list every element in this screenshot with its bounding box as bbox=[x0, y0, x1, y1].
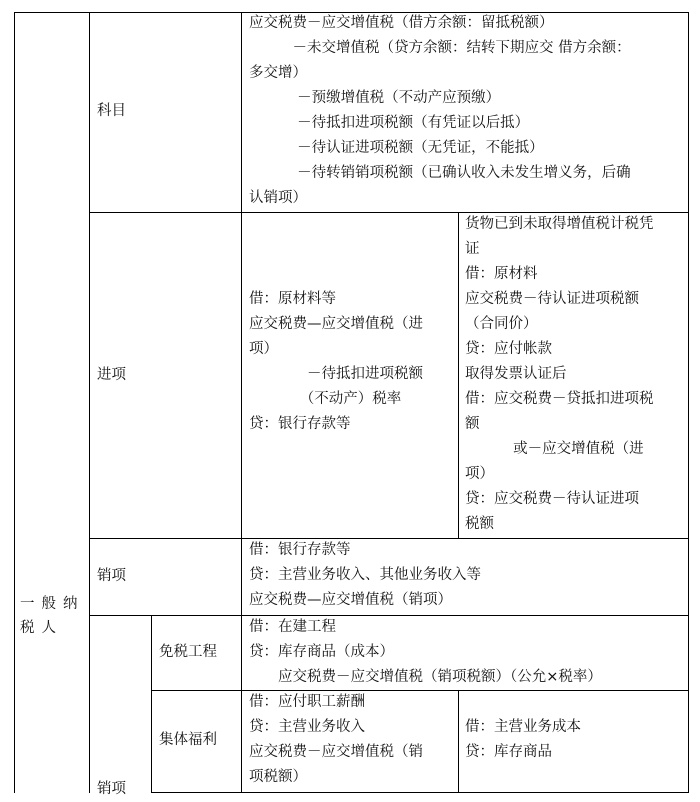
output-label: 销项 bbox=[97, 568, 126, 584]
input-right-line: 项） bbox=[465, 466, 494, 482]
tax-exempt-line: 贷：库存商品（成本） bbox=[249, 644, 394, 660]
input-left-content bbox=[249, 287, 423, 437]
input-right-line: 应交税费－待认证进项税额 bbox=[465, 291, 639, 307]
tax-exempt-content bbox=[249, 615, 602, 690]
welfare-right-content bbox=[465, 715, 581, 765]
table-border-left bbox=[14, 12, 15, 793]
output-line: 应交税费—应交增值税（销项） bbox=[249, 592, 452, 608]
input-right-line: 借：应交税费－贷抵扣进项税 bbox=[465, 391, 654, 407]
input-right-line: 取得发票认证后 bbox=[465, 366, 567, 382]
col-divider-input bbox=[458, 212, 459, 538]
input-right-line: 证 bbox=[465, 241, 480, 257]
taxpayer-label: 一般纳税人 bbox=[20, 596, 85, 636]
subjects-line: －待抵扣进项税额（有凭证以后抵） bbox=[249, 115, 530, 131]
input-left-line: （不动产）税率 bbox=[249, 391, 402, 407]
input-right-line: 额 bbox=[465, 416, 480, 432]
subjects-line: －待转销销项税额（已确认收入未发生增义务，后确 bbox=[249, 165, 631, 181]
input-right-line: 贷：应付帐款 bbox=[465, 341, 552, 357]
welfare-label: 集体福利 bbox=[159, 732, 217, 748]
input-left-line: 贷：银行存款等 bbox=[249, 416, 351, 432]
input-right-line: 贷：应交税费－待认证进项 bbox=[465, 491, 639, 507]
output-line: 借：银行存款等 bbox=[249, 542, 351, 558]
welfare-left-line: 贷：主营业务收入 bbox=[249, 719, 365, 735]
input-right-line: 或－应交增值税（进 bbox=[465, 441, 644, 457]
subjects-line: －未交增值税（贷方余额：结转下期应交 借方余额： bbox=[249, 40, 631, 56]
input-left-line: 项） bbox=[249, 341, 278, 357]
subjects-line: －待认证进项税额（无凭证，不能抵） bbox=[249, 140, 544, 156]
input-right-line: 税额 bbox=[465, 516, 494, 532]
welfare-right-line: 贷：库存商品 bbox=[465, 744, 552, 760]
col-divider-sublabel bbox=[241, 615, 242, 793]
table-border-right bbox=[688, 12, 689, 793]
input-right-line: 货物已到未取得增值税计税凭 bbox=[465, 216, 654, 232]
subjects-line: 多交增） bbox=[249, 65, 307, 81]
welfare-left-content bbox=[249, 690, 423, 790]
tax-exempt-label: 免税工程 bbox=[159, 644, 217, 660]
output-line: 贷：主营业务收入、其他业务收入等 bbox=[249, 567, 481, 583]
input-right-line: （合同价） bbox=[465, 316, 538, 332]
input-left-line: 借：原材料等 bbox=[249, 291, 336, 307]
input-left-line: 应交税费—应交增值税（进 bbox=[249, 316, 423, 332]
col-divider-taxpayer bbox=[89, 12, 90, 793]
welfare-right-line: 借：主营业务成本 bbox=[465, 719, 581, 735]
col-divider-welfare bbox=[458, 690, 459, 793]
welfare-left-line: 应交税费－应交增值税（销 bbox=[249, 744, 423, 760]
subjects-line: 认销项） bbox=[249, 190, 307, 206]
col-divider-subgroup bbox=[151, 615, 152, 793]
tax-exempt-line: 借：在建工程 bbox=[249, 619, 336, 635]
output-content bbox=[249, 538, 481, 613]
input-right-content bbox=[465, 212, 654, 537]
welfare-left-line: 项税额） bbox=[249, 769, 307, 785]
subjects-line: －预缴增值税（不动产应预缴） bbox=[249, 90, 501, 106]
input-left-line: －待抵扣进项税额 bbox=[249, 366, 423, 382]
subjects-content bbox=[249, 11, 631, 211]
tax-exempt-line: 应交税费－应交增值税（销项税额）（公允×税率） bbox=[249, 669, 602, 685]
input-right-line: 借：原材料 bbox=[465, 266, 538, 282]
welfare-left-line: 借：应付职工薪酬 bbox=[249, 694, 365, 710]
deemed-sales-label: 销项 bbox=[97, 781, 126, 797]
input-label: 进项 bbox=[97, 367, 126, 383]
subjects-label: 科目 bbox=[97, 103, 126, 119]
col-divider-label bbox=[241, 12, 242, 615]
subjects-line: 应交税费－应交增值税（借方余额：留抵税额） bbox=[249, 15, 554, 31]
